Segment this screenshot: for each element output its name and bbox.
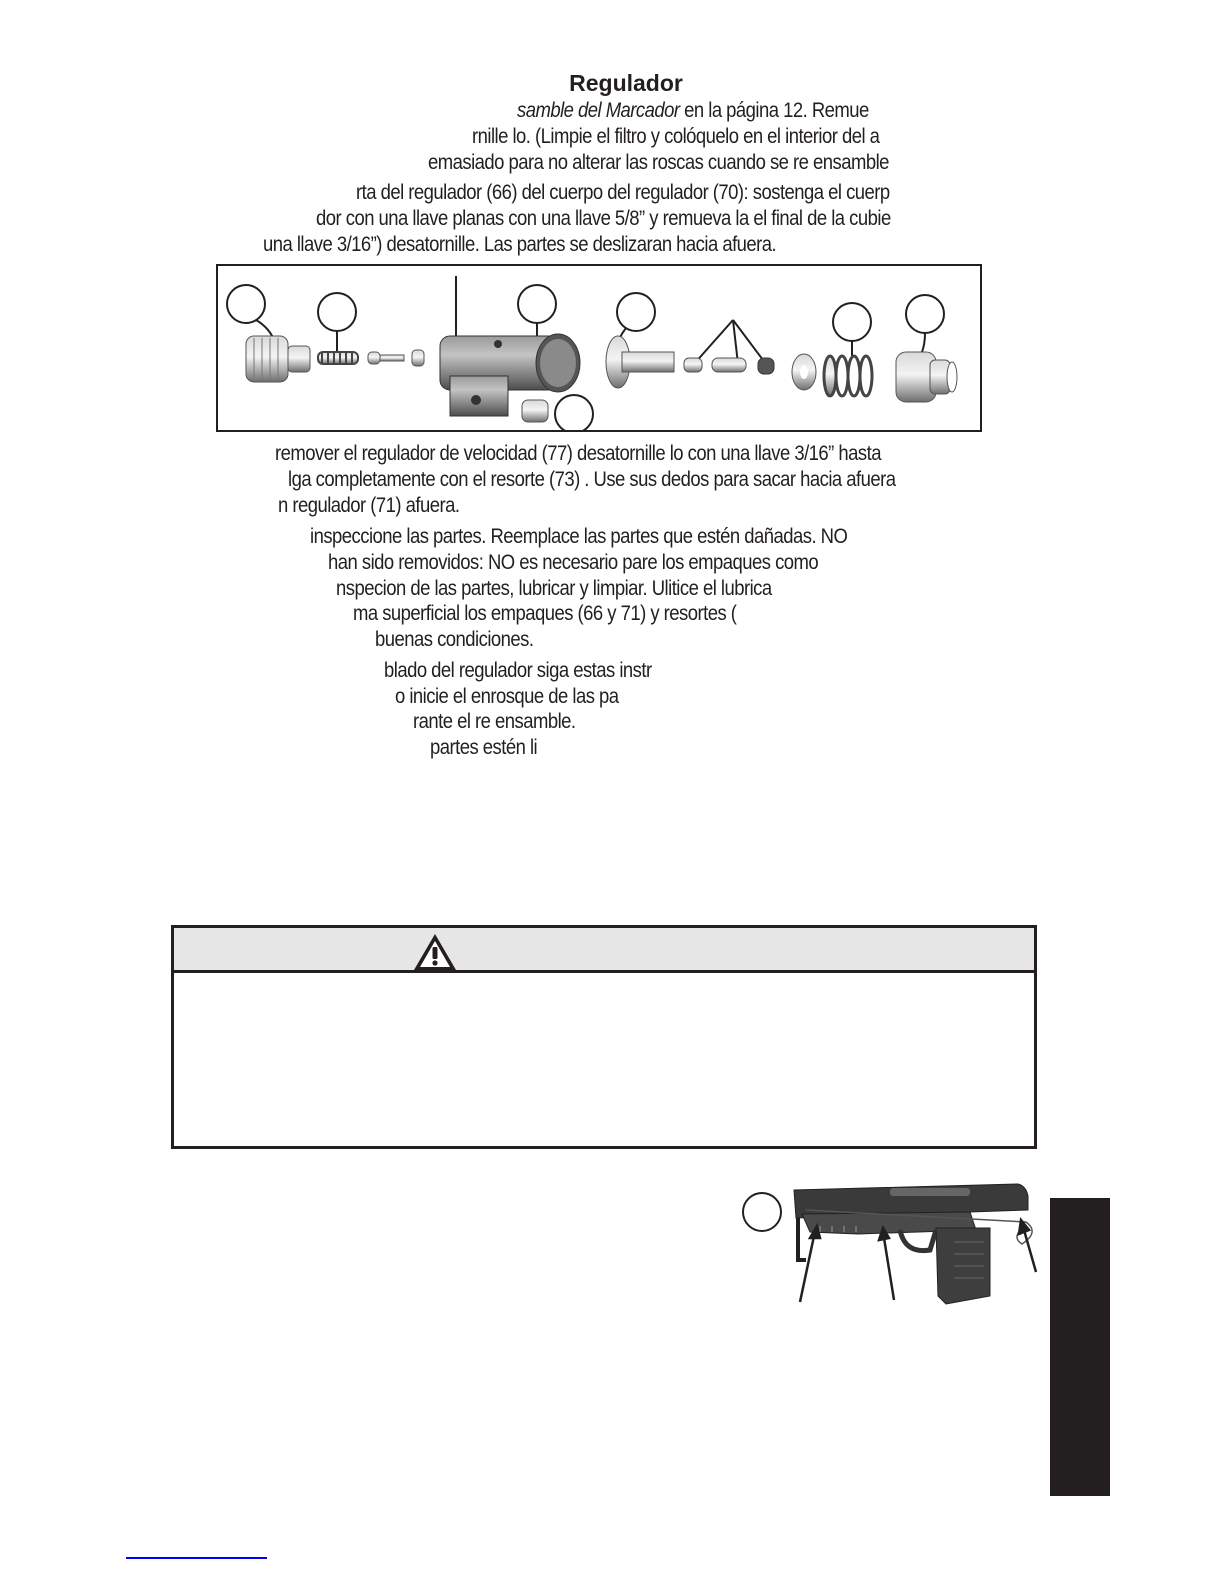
text-line: lga completamente con el resorte (73) . Use sus dedos para sacar hacia afuera xyxy=(288,468,896,491)
text-line: nspecion de las partes, lubricar y limpiar. Ulitice el lubrica xyxy=(336,577,772,600)
text-line: blado del regulador siga estas instr xyxy=(384,659,652,682)
marker-pistol-diagram xyxy=(740,1178,1040,1310)
main-spring xyxy=(824,356,872,396)
regulator-exploded-diagram xyxy=(216,264,982,432)
text-line: o inicie el enrosque de las pa xyxy=(395,685,619,708)
text-line: rante el re ensamble. xyxy=(413,710,576,733)
footer-link-underline xyxy=(126,1557,267,1559)
washer xyxy=(792,354,816,390)
regulator-end-cap xyxy=(896,352,957,402)
text-line: n regulador (71) afuera. xyxy=(278,494,460,517)
small-seal-parts xyxy=(684,358,774,374)
text-line: una llave 3/16”) desatornille. Las partes se deslizaran hacia afuera. xyxy=(263,233,777,256)
warning-triangle-icon xyxy=(412,932,458,972)
regulator-bonnet xyxy=(246,336,310,382)
text-line: dor con una llave planas con una llave 5/8” y remueva la el final de la cubie xyxy=(316,207,891,230)
warning-header xyxy=(174,928,1034,973)
page-title: Regulador xyxy=(569,70,683,96)
regulator-parts-drawing xyxy=(218,266,980,430)
regulator-piston xyxy=(606,336,674,388)
text-line: remover el regulador de velocidad (77) desatornille lo con una llave 3/16” hasta xyxy=(275,442,881,465)
text-line: samble del Marcador en la página 12. Remue xyxy=(517,99,869,122)
callout-circle xyxy=(743,1193,781,1231)
warning-box xyxy=(171,925,1037,1149)
text-line: rta del regulador (66) del cuerpo del regulador (70): sostenga el cuerp xyxy=(356,181,890,204)
text-line: han sido removidos: NO es necesario pare los empaques como xyxy=(328,551,819,574)
velocity-adjuster xyxy=(522,400,548,422)
text-line: inspeccione las partes. Reemplace las partes que estén dañadas. NO xyxy=(310,525,848,548)
text-line: partes estén li xyxy=(430,736,538,759)
text-line: ma superficial los empaques (66 y 71) y resortes ( xyxy=(353,602,737,625)
text-line: emasiado para no alterar las roscas cuando se re ensamble xyxy=(428,151,889,174)
text-line: buenas condiciones. xyxy=(375,628,534,651)
text-line: rnille lo. (Limpie el filtro y colóquelo en el interior del a xyxy=(472,125,880,148)
section-tab xyxy=(1050,1198,1110,1496)
valve-pin xyxy=(368,350,424,366)
small-spring xyxy=(318,352,358,364)
